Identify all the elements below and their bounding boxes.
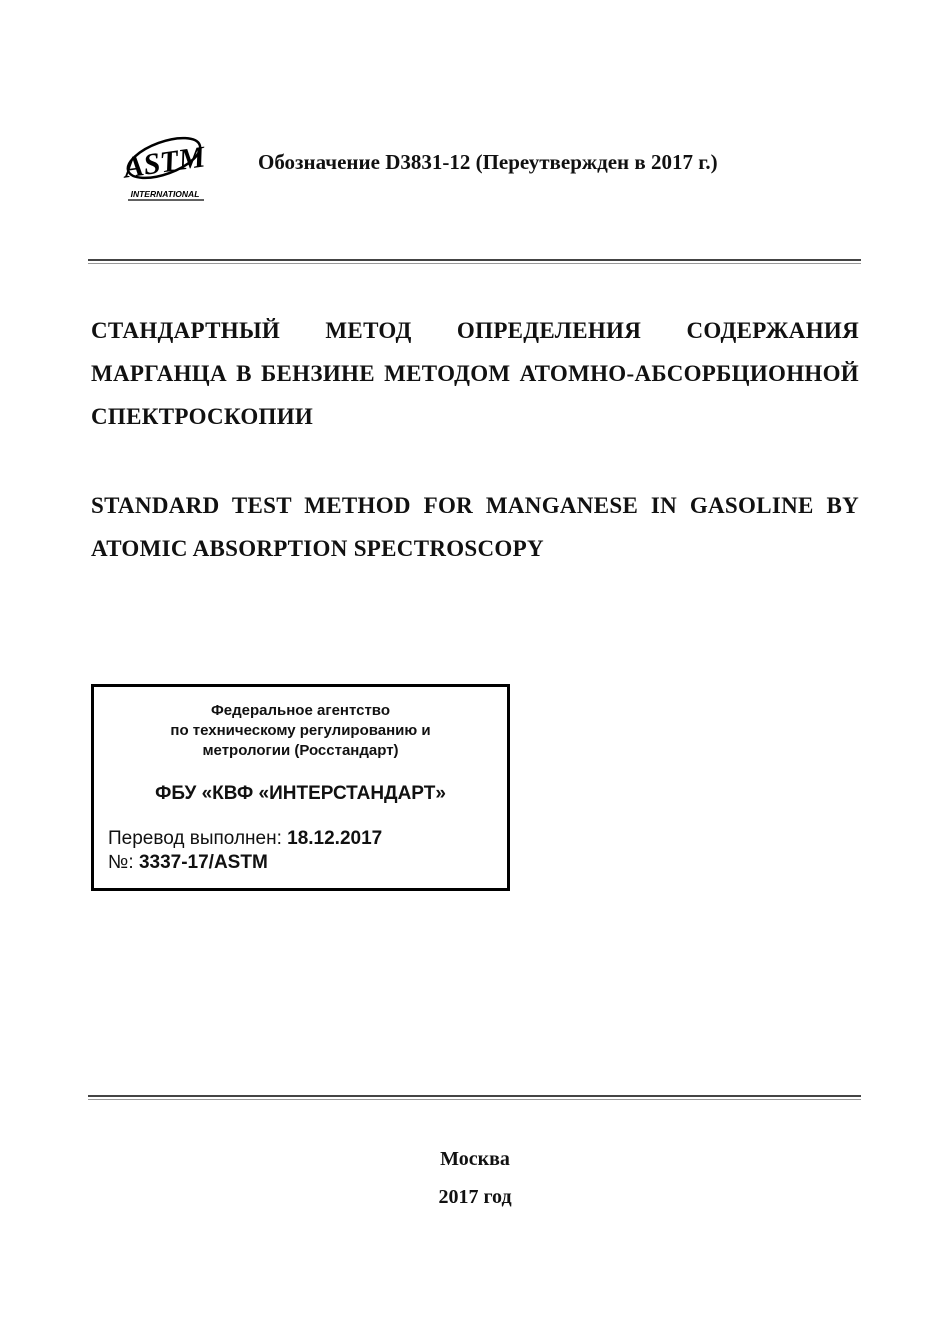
translation-date-line [108, 828, 382, 850]
organization-name: ФБУ «КВФ «ИНТЕРСТАНДАРТ» [155, 783, 446, 804]
agency-line: Федеральное агентство [210, 702, 390, 719]
footer-city: Москва [440, 1148, 510, 1170]
agency-block [94, 701, 507, 761]
logo-subtext: INTERNATIONAL [130, 189, 200, 199]
translation-date-value: 18.12.2017 [287, 828, 383, 849]
astm-logo-icon [122, 130, 208, 202]
translation-date-label: Перевод выполнен: [108, 828, 288, 849]
translation-number-value: 3337-17/ASTM [138, 852, 268, 873]
title-english: STANDARD TEST METHOD FOR MANGANESE IN GASOLINE BY ATOMIC ABSORPTION SPECTROSCOPY [91, 493, 859, 561]
bottom-divider [88, 1095, 861, 1100]
title-russian: СТАНДАРТНЫЙ МЕТОД ОПРЕДЕЛЕНИЯ СОДЕРЖАНИЯ МАРГАНЦА В БЕНЗИНЕ МЕТОДОМ АТОМНО-АБСОРБЦИОННОЙ СПЕКТРОСКОПИИ [91, 318, 859, 429]
astm-logo [122, 130, 208, 202]
translation-number-label: №: [108, 852, 139, 873]
agency-line: метрологии (Росстандарт) [202, 742, 399, 759]
translation-stamp [91, 684, 510, 891]
footer-year: 2017 год [438, 1186, 512, 1208]
logo-text: ASTM [122, 140, 208, 185]
agency-line: по техническому регулированию и [170, 722, 431, 739]
document-designation: Обозначение D3831-12 (Переутвержден в 2017 г.) [258, 150, 718, 174]
top-divider [88, 259, 861, 264]
translation-number-line [108, 852, 268, 874]
